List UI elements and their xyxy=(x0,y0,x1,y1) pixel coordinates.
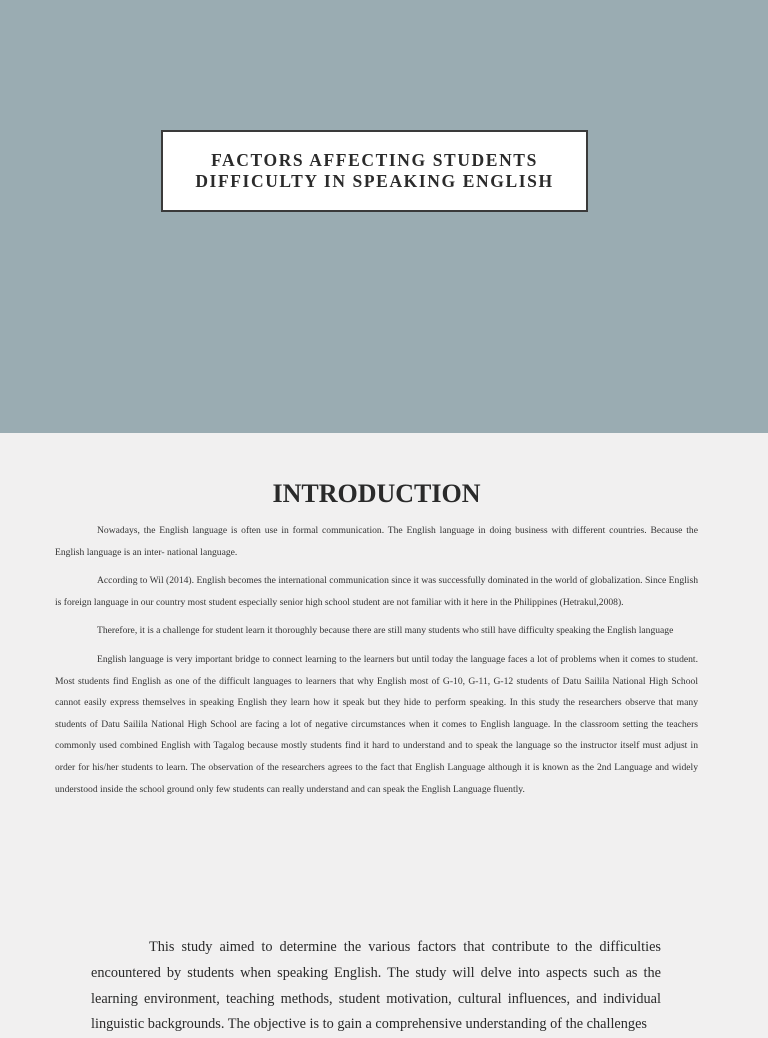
document-title-line-2: DIFFICULTY IN SPEAKING ENGLISH xyxy=(195,171,554,191)
intro-paragraph-4: English language is very important bridge to connect learning to the learners but until today the language faces a lot of problems when it comes to student. Most students find English as one of the difficult languages to learners that why English most of G-10, G-11, G-12 students of Datu Sailila National High School cannot easily express themselves in speaking English they learn how it speak but they hide to perform speaking. In this study the researchers observe that many students of Datu Sailila National High School are facing a lot of negative circumstances when it comes to English language. In the classroom setting the teachers commonly used combined English with Tagalog because mostly students find it hard to understand and to speak the language so the instructor itself must adjust in order for his/her students to learn. The observation of the researchers agrees to the fact that English Language although it is known as the 2nd Language and widely understood inside the school ground only few students can really understand and can speak the English Language fluently. xyxy=(55,653,698,795)
cover-slide xyxy=(0,0,768,433)
introduction-body xyxy=(55,520,698,807)
document-page xyxy=(0,433,768,1033)
document-title-line-1: FACTORS AFFECTING STUDENTS xyxy=(211,150,538,170)
introduction-heading: INTRODUCTION xyxy=(272,479,481,508)
intro-paragraph-1: Nowadays, the English language is often use in formal communication. The English language in doing business with different countries. Because the English language is an inter- national language. xyxy=(55,525,698,558)
title-box xyxy=(161,130,588,212)
study-aim-section xyxy=(91,935,661,1038)
intro-paragraph-2: According to Wil (2014). English becomes the international communication since it was successfully dominated in the world of globalization. Since English is foreign language in our country most student especially senior high school student are not familiar with it here in the Philippines (Hetrakul,2008). xyxy=(55,575,698,608)
study-aim-paragraph: This study aimed to determine the various factors that contribute to the difficulties encountered by students when speaking English. The study will delve into aspects such as the learning environment, teaching methods, student motivation, cultural influences, and individual linguistic backgrounds. The objective is to gain a comprehensive understanding of the challenges xyxy=(91,939,661,1033)
intro-paragraph-3: Therefore, it is a challenge for student learn it thoroughly because there are still many students who still have difficulty speaking the English language xyxy=(97,625,674,637)
